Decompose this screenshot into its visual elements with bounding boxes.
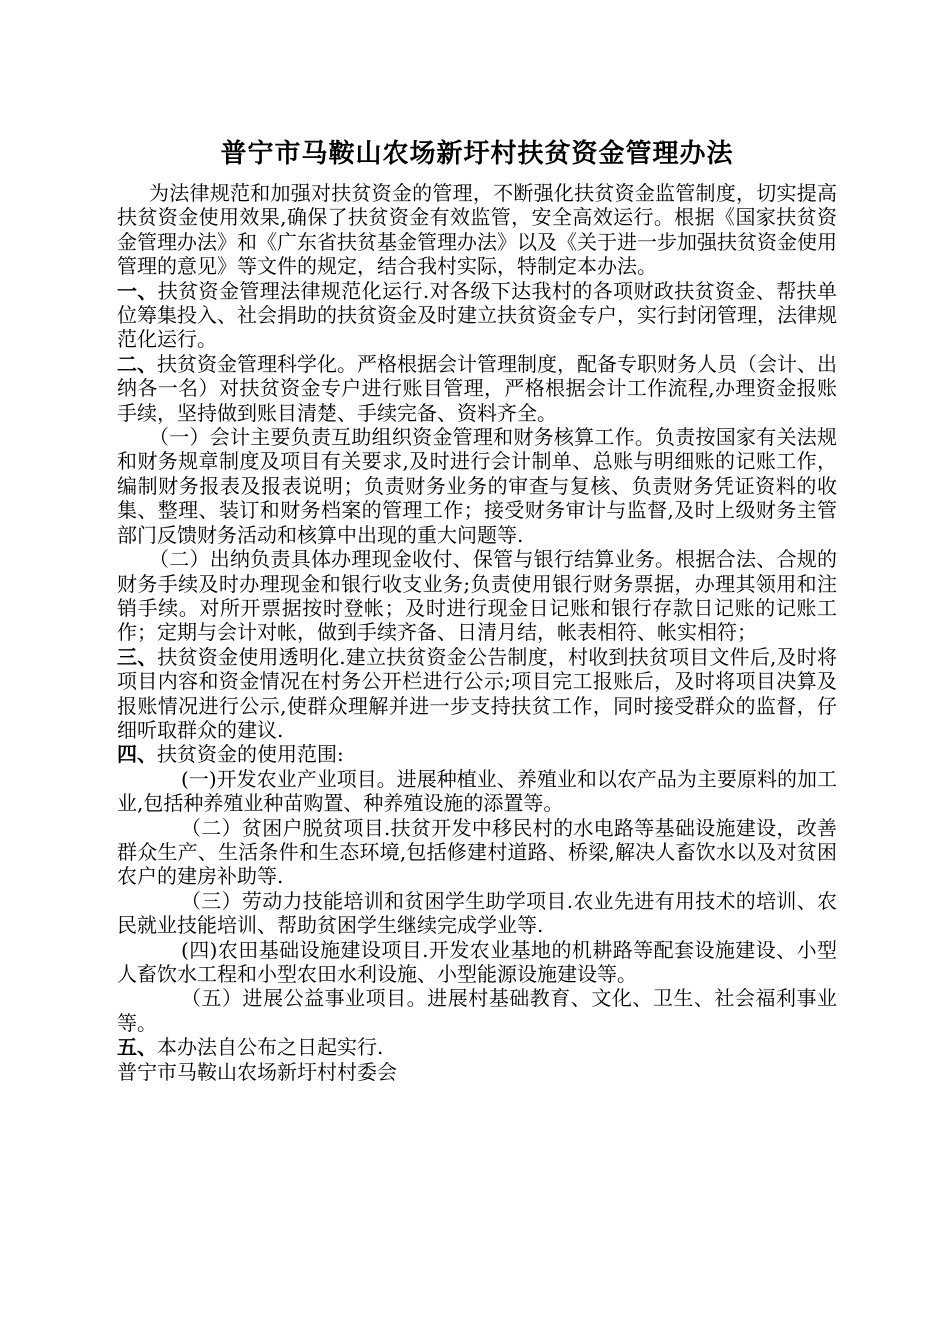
intro-paragraph: 为法律规范和加强对扶贫资金的管理，不断强化扶贫资金监管制度，切实提高扶贫资金使用效果,确保了扶贫资金有效监管，安全高效运行。根据《国家扶贫资金管理办法》和《广东省扶贫基金管理办法》以及《关于进一步加强扶贫资金使用管理的意见》等文件的规定，结合我村实际，特制定本办法。 [117, 181, 837, 279]
section-number: 一、 [117, 278, 158, 303]
section-text: 本办法自公布之日起实行. [157, 1035, 384, 1060]
document-title: 普宁市马鞍山农场新圩村扶贫资金管理办法 [220, 139, 734, 169]
section-text: 扶贫资金使用透明化.建立扶贫资金公告制度，村收到扶贫项目文件后,及时将项目内容和资金情况在村务公开栏进行公示;项目完工报账后，及时将项目决算及报账情况进行公示,使群众理解并进一步支持扶贫工作，同时接受群众的监督，仔细听取群众的建议. [117, 644, 837, 742]
section-number: 三、 [117, 644, 158, 669]
subsection-2-2: （二）出纳负责具体办理现金收付、保管与银行结算业务。根据合法、合规的财务手续及时办理现金和银行收支业务;负责使用银行财务票据，办理其领用和注销手续。对所开票据按时登帐；及时进行现金日记账和银行存款日记账的记账工作；定期与会计对帐，做到手续齐备、日清月结，帐表相符、帐实相符； [117, 547, 837, 645]
document-page [117, 137, 837, 1084]
section-5 [117, 1035, 837, 1059]
section-text: 扶贫资金管理法律规范化运行.对各级下达我村的各项财政扶贫资金、帮扶单位筹集投入、社会捐助的扶贫资金及时建立扶贫资金专户，实行封闭管理，法律规范化运行。 [117, 278, 837, 352]
subsection-4-5: （五）进展公益事业项目。进展村基础教育、文化、卫生、社会福利事业等。 [117, 986, 837, 1035]
subsection-4-2: （二）贫困户脱贫项目.扶贫开发中移民村的水电路等基础设施建设，改善群众生产、生活条件和生态环境,包括修建村道路、桥梁,解决人畜饮水以及对贫困农户的建房补助等. [117, 815, 837, 889]
subsection-2-1: （一）会计主要负责互助组织资金管理和财务核算工作。负责按国家有关法规和财务规章制度及项目有关要求,及时进行会计制单、总账与明细账的记账工作，编制财务报表及报表说明；负责财务业务的审查与复核、负责财务凭证资料的收集、整理、装订和财务档案的管理工作；接受财务审计与监督,及时上级财务主管部门反馈财务活动和核算中出现的重大问题等. [117, 425, 837, 547]
section-4 [117, 742, 837, 766]
section-3 [117, 645, 837, 743]
subsection-4-4: (四)农田基础设施建设项目.开发农业基地的机耕路等配套设施建设、小型人畜饮水工程和小型农田水利设施、小型能源设施建设等。 [117, 937, 837, 986]
section-number: 四、 [117, 742, 157, 767]
subsection-4-1: (一)开发农业产业项目。进展种植业、养殖业和以农产品为主要原料的加工业,包括种养殖业种苗购置、种养殖设施的添置等。 [117, 766, 837, 816]
section-2 [117, 352, 837, 425]
section-text: 扶贫资金的使用范围: [157, 742, 344, 767]
section-number: 五、 [117, 1035, 157, 1060]
section-text: 扶贫资金管理科学化。严格根据会计管理制度，配备专职财务人员（会计、出纳各一名）对扶贫资金专户进行账目管理，严格根据会计工作流程,办理资金报账手续，坚持做到账目清楚、手续完备、资料齐全。 [117, 351, 837, 425]
signature: 普宁市马鞍山农场新圩村村委会 [117, 1059, 397, 1084]
section-1 [117, 279, 837, 352]
subsection-4-3: （三）劳动力技能培训和贫困学生助学项目.农业先进有用技术的培训、农民就业技能培训、帮助贫困学生继续完成学业等. [117, 888, 837, 938]
section-number: 二、 [117, 351, 157, 376]
